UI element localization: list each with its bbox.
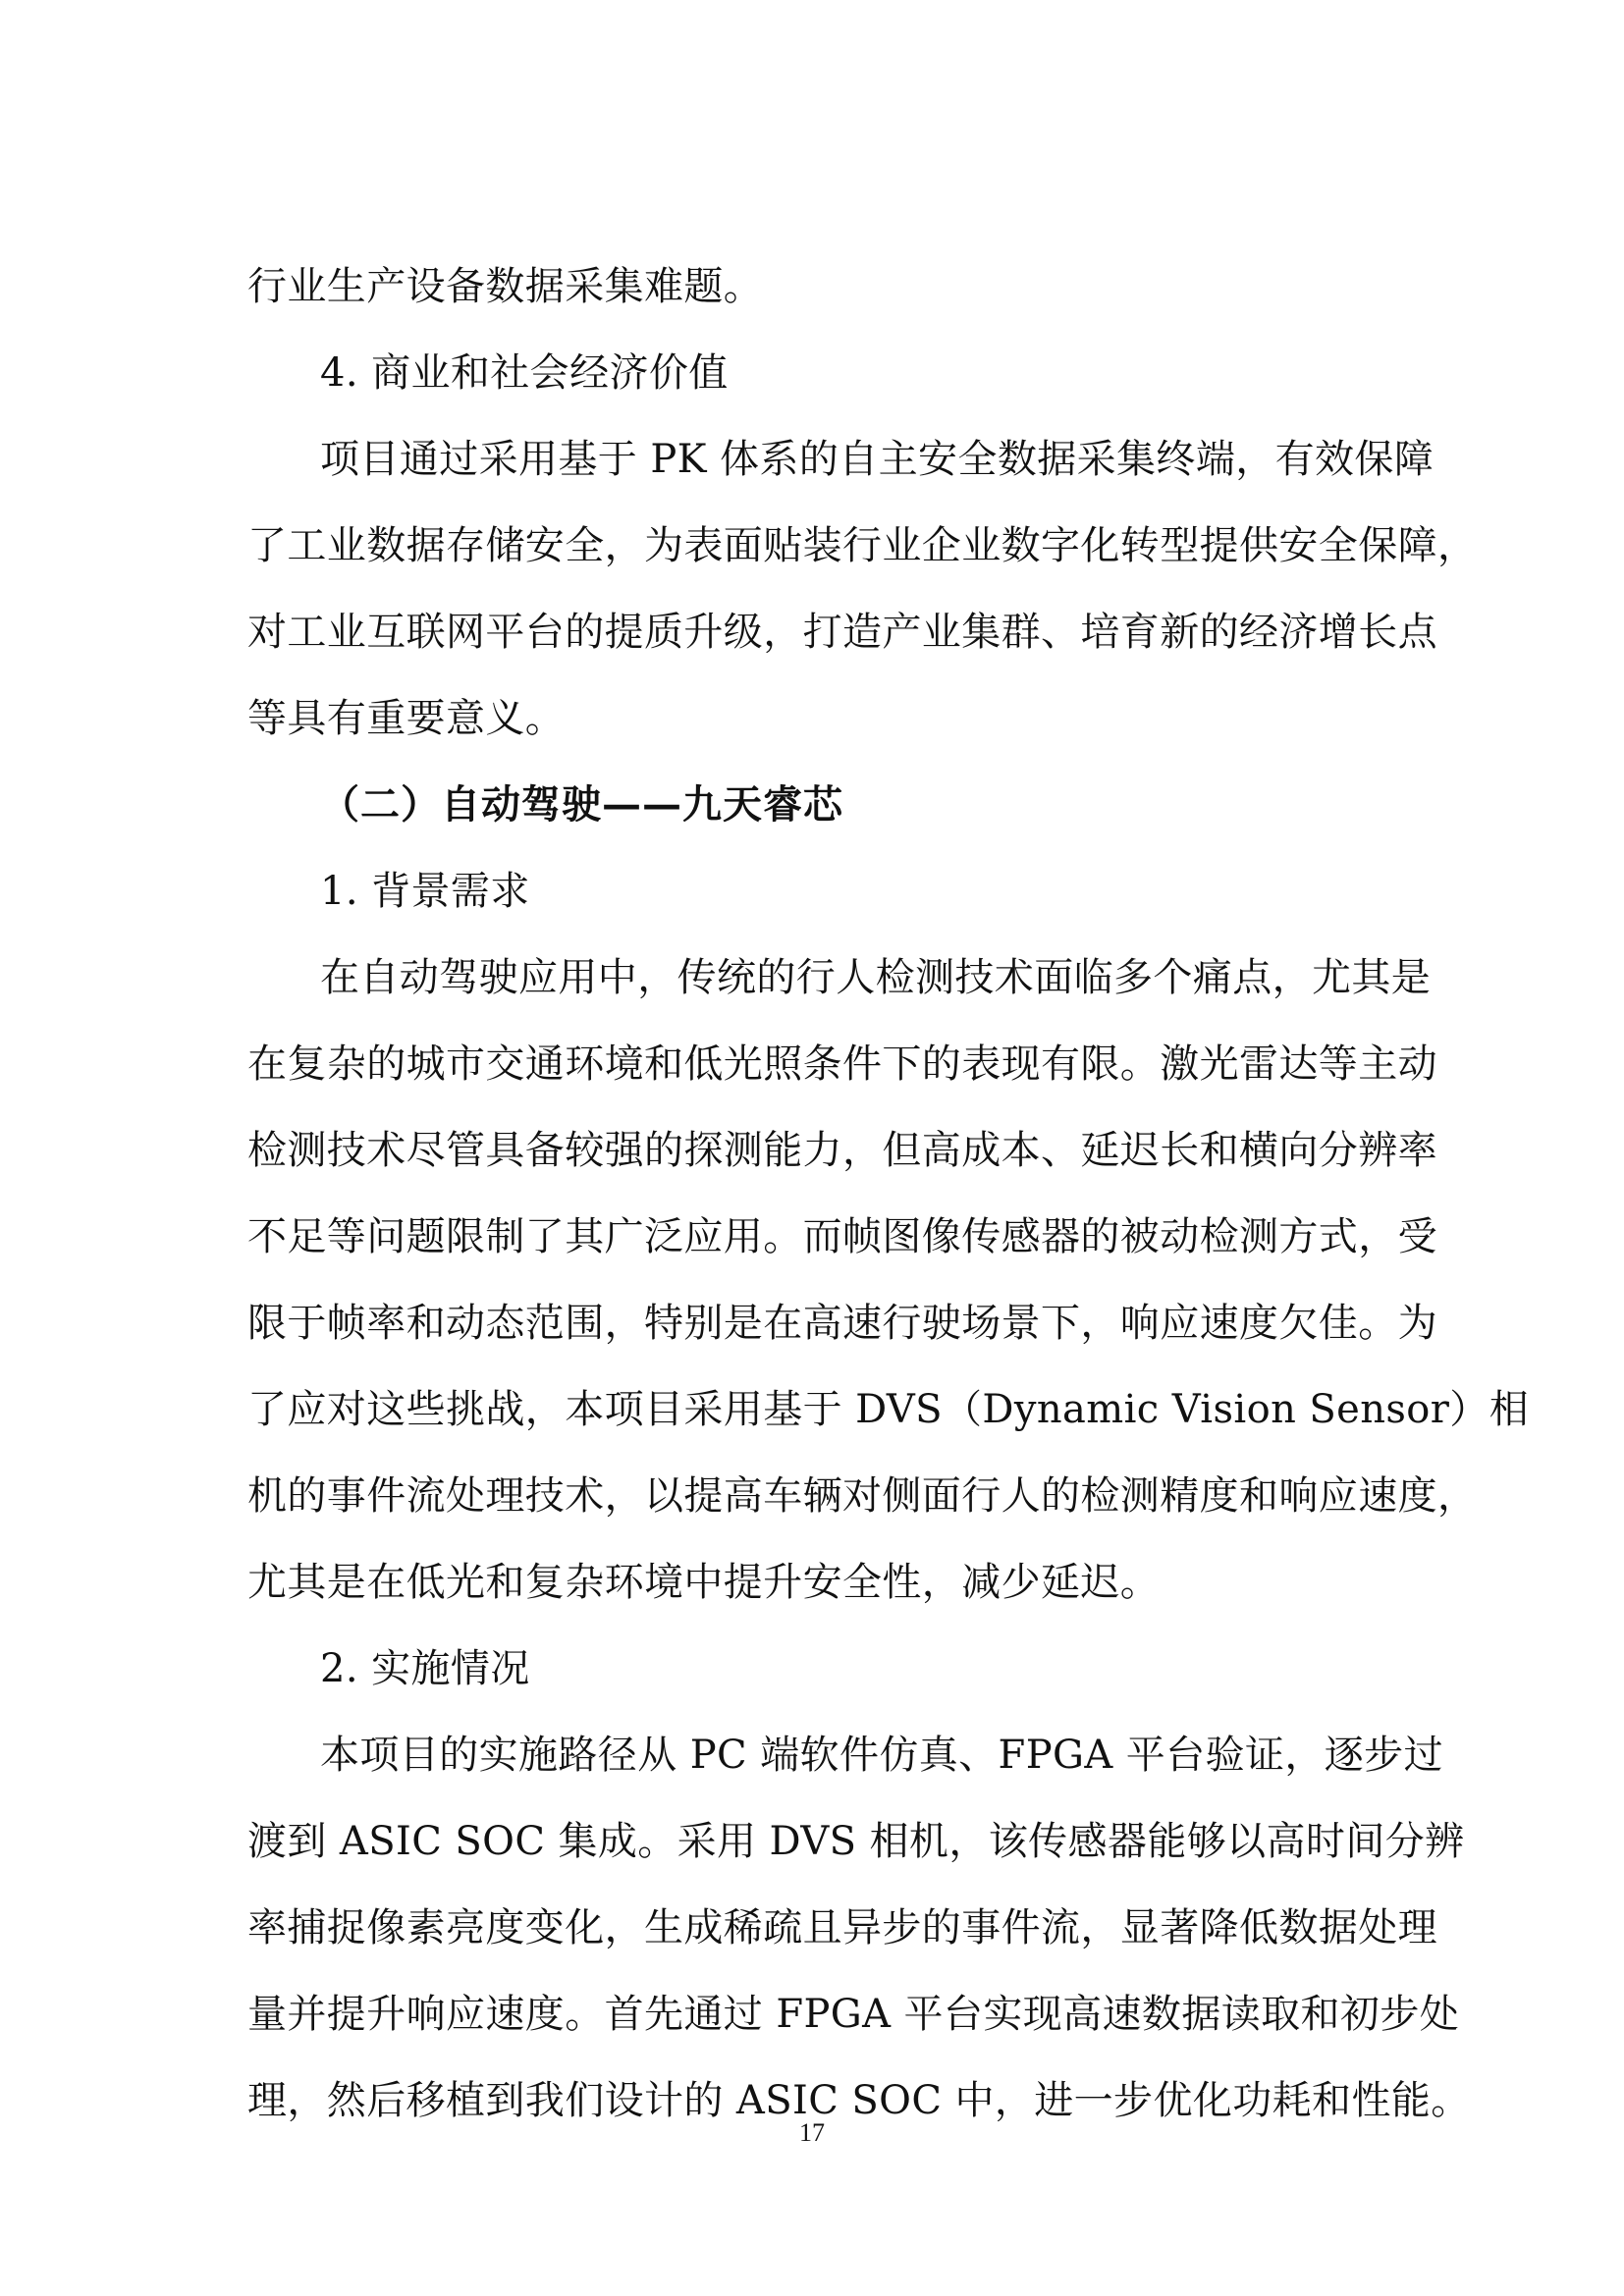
paragraph-line: 在复杂的城市交通环境和低光照条件下的表现有限。激光雷达等主动: [247, 1041, 1437, 1087]
paragraph-line: 率捕捉像素亮度变化，生成稀疏且异步的事件流，显著降低数据处理: [247, 1905, 1437, 1950]
subsection-heading-1: 1. 背景需求: [320, 869, 530, 914]
paragraph-line: 等具有重要意义。: [247, 696, 566, 741]
paragraph-line: 了工业数据存储安全，为表面贴装行业企业数字化转型提供安全保障，: [247, 523, 1478, 568]
paragraph-line: 量并提升响应速度。首先通过 FPGA 平台实现高速数据读取和初步处: [247, 1992, 1460, 2037]
paragraph-line: 理，然后移植到我们设计的 ASIC SOC 中，进一步优化功耗和性能。: [247, 2078, 1471, 2123]
page-number: 17: [799, 2118, 825, 2147]
paragraph-line: 在自动驾驶应用中，传统的行人检测技术面临多个痛点，尤其是: [320, 955, 1432, 1000]
paragraph-line: 了应对这些挑战，本项目采用基于 DVS（Dynamic Vision Sensor）相: [247, 1387, 1530, 1432]
paragraph-line: 行业生产设备数据采集难题。: [247, 264, 764, 309]
paragraph-line: 尤其是在低光和复杂环境中提升安全性，减少延迟。: [247, 1560, 1161, 1605]
paragraph-line: 本项目的实施路径从 PC 端软件仿真、FPGA 平台验证，逐步过: [320, 1733, 1443, 1778]
paragraph-line: 限于帧率和动态范围，特别是在高速行驶场景下，响应速度欠佳。为: [247, 1301, 1437, 1346]
paragraph-line: 机的事件流处理技术，以提高车辆对侧面行人的检测精度和响应速度，: [247, 1473, 1478, 1519]
paragraph-line: 检测技术尽管具备较强的探测能力，但高成本、延迟长和横向分辨率: [247, 1128, 1437, 1173]
section-heading-2: （二）自动驾驶——九天睿芯: [320, 781, 843, 828]
section-heading-4: 4. 商业和社会经济价值: [320, 350, 729, 396]
subsection-heading-2: 2. 实施情况: [320, 1646, 530, 1691]
paragraph-line: 项目通过采用基于 PK 体系的自主安全数据采集终端，有效保障: [320, 437, 1435, 482]
paragraph-line: 不足等问题限制了其广泛应用。而帧图像传感器的被动检测方式，受: [247, 1214, 1437, 1259]
paragraph-line: 渡到 ASIC SOC 集成。采用 DVS 相机，该传感器能够以高时间分辨: [247, 1819, 1465, 1864]
paragraph-line: 对工业互联网平台的提质升级，打造产业集群、培育新的经济增长点: [247, 610, 1437, 655]
